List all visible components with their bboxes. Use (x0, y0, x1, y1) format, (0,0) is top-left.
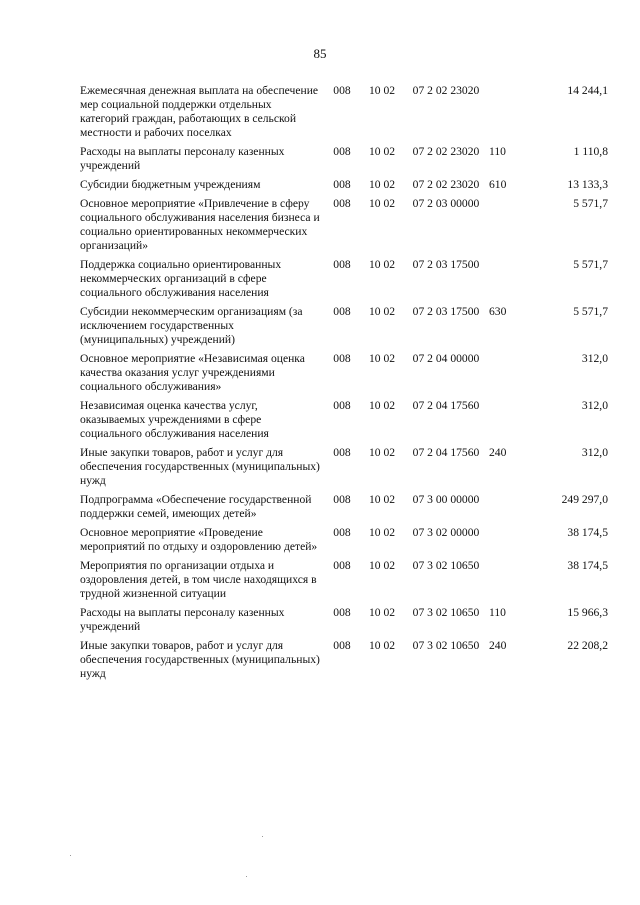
row-name: Субсидии бюджетным учреждениям (80, 178, 261, 191)
row-ministry-code: 008 (333, 305, 351, 318)
row-expense-type (489, 352, 523, 399)
row-amount: 249 297,0 (561, 493, 608, 506)
row-section-code: 10 02 (368, 526, 396, 539)
row-name: Иные закупки товаров, работ и услуг для обеспечения государственных (муниципальных) нужд (80, 446, 320, 487)
row-section-code: 10 02 (368, 258, 396, 271)
row-section-code: 10 02 (368, 606, 396, 619)
row-target-code: 07 3 02 00000 (412, 526, 480, 539)
row-expense-type (489, 526, 523, 559)
budget-table-body (80, 84, 608, 686)
row-expense-type: 110 (489, 145, 506, 158)
row-amount: 14 244,1 (567, 84, 608, 97)
row-section-code: 10 02 (368, 84, 396, 97)
page-number: 85 (313, 46, 327, 61)
row-target-code: 07 2 02 23020 (412, 178, 480, 191)
table-row (80, 197, 608, 258)
row-target-code: 07 2 03 17500 (412, 258, 480, 271)
table-row (80, 399, 608, 446)
row-amount: 38 174,5 (567, 526, 608, 539)
row-ministry-code: 008 (333, 197, 351, 210)
row-expense-type: 110 (489, 606, 506, 619)
row-target-code: 07 2 04 17560 (412, 399, 480, 412)
row-amount: 13 133,3 (567, 178, 608, 191)
row-expense-type: 240 (489, 446, 507, 459)
row-ministry-code: 008 (333, 145, 351, 158)
scan-speck (246, 876, 247, 877)
table-row (80, 526, 608, 559)
row-name: Ежемесячная денежная выплата на обеспечение мер социальной поддержки отдельных категорий граждан, работающих в сельской местности и рабочих поселках (80, 84, 319, 139)
row-name: Расходы на выплаты персоналу казенных учреждений (80, 145, 285, 172)
row-section-code: 10 02 (368, 446, 396, 459)
table-row (80, 84, 608, 145)
row-target-code: 07 3 02 10650 (412, 639, 480, 652)
row-ministry-code: 008 (333, 399, 351, 412)
row-section-code: 10 02 (368, 399, 396, 412)
row-target-code: 07 3 00 00000 (412, 493, 480, 506)
row-amount: 22 208,2 (567, 639, 608, 652)
row-name: Расходы на выплаты персоналу казенных учреждений (80, 606, 285, 633)
table-row (80, 178, 608, 197)
row-section-code: 10 02 (368, 639, 396, 652)
row-name: Независимая оценка качества услуг, оказываемых учреждениями в сфере социального обслуживания населения (80, 399, 269, 440)
row-ministry-code: 008 (333, 446, 351, 459)
row-name: Субсидии некоммерческим организациям (за исключением государственных (муниципальных) учреждений) (80, 305, 303, 346)
row-ministry-code: 008 (333, 352, 351, 365)
row-target-code: 07 2 03 00000 (412, 197, 480, 210)
row-target-code: 07 3 02 10650 (412, 606, 480, 619)
row-ministry-code: 008 (333, 84, 351, 97)
row-name: Подпрограмма «Обеспечение государственной поддержки семей, имеющих детей» (80, 493, 312, 520)
row-target-code: 07 3 02 10650 (412, 559, 480, 572)
row-section-code: 10 02 (368, 559, 396, 572)
row-amount: 5 571,7 (573, 258, 608, 271)
row-expense-type (489, 197, 523, 258)
row-amount: 15 966,3 (567, 606, 608, 619)
row-expense-type: 630 (489, 305, 507, 318)
row-amount: 5 571,7 (573, 197, 608, 210)
budget-table (80, 84, 608, 686)
table-row (80, 606, 608, 639)
row-target-code: 07 2 02 23020 (412, 84, 480, 97)
row-amount: 1 110,8 (573, 145, 608, 158)
row-amount: 38 174,5 (567, 559, 608, 572)
row-ministry-code: 008 (333, 559, 351, 572)
table-row (80, 559, 608, 606)
table-row (80, 305, 608, 352)
row-name: Основное мероприятие «Привлечение в сферу социального обслуживания населения бизнеса и социально ориентированных некоммерческих организаций» (80, 197, 320, 252)
row-section-code: 10 02 (368, 352, 396, 365)
row-ministry-code: 008 (333, 493, 351, 506)
table-row (80, 493, 608, 526)
scan-speck (70, 855, 71, 856)
row-ministry-code: 008 (333, 639, 351, 652)
row-ministry-code: 008 (333, 178, 351, 191)
row-amount: 312,0 (581, 399, 608, 412)
row-section-code: 10 02 (368, 197, 396, 210)
scan-speck (262, 836, 263, 837)
row-name: Основное мероприятие «Проведение мероприятий по отдыху и оздоровлению детей» (80, 526, 318, 553)
table-row (80, 145, 608, 178)
row-section-code: 10 02 (368, 145, 396, 158)
row-ministry-code: 008 (333, 258, 351, 271)
row-target-code: 07 2 02 23020 (412, 145, 480, 158)
row-section-code: 10 02 (368, 305, 396, 318)
row-expense-type (489, 84, 523, 145)
table-row (80, 258, 608, 305)
row-section-code: 10 02 (368, 178, 396, 191)
row-section-code: 10 02 (368, 493, 396, 506)
row-expense-type (489, 399, 523, 446)
row-amount: 5 571,7 (573, 305, 608, 318)
row-amount: 312,0 (581, 446, 608, 459)
row-ministry-code: 008 (333, 526, 351, 539)
row-name: Иные закупки товаров, работ и услуг для обеспечения государственных (муниципальных) нужд (80, 639, 320, 680)
table-row (80, 446, 608, 493)
row-amount: 312,0 (581, 352, 608, 365)
table-row (80, 352, 608, 399)
row-expense-type (489, 559, 523, 606)
row-ministry-code: 008 (333, 606, 351, 619)
row-expense-type (489, 493, 523, 526)
row-name: Поддержка социально ориентированных некоммерческих организаций в сфере социального обслуживания населения (80, 258, 282, 299)
row-name: Мероприятия по организации отдыха и оздоровления детей, в том числе находящихся в трудной жизненной ситуации (80, 559, 317, 600)
row-name: Основное мероприятие «Независимая оценка качества оказания услуг учреждениями социального обслуживания» (80, 352, 305, 393)
row-expense-type (489, 258, 523, 305)
row-target-code: 07 2 04 17560 (412, 446, 480, 459)
row-target-code: 07 2 03 17500 (412, 305, 480, 318)
table-row (80, 639, 608, 686)
row-expense-type: 240 (489, 639, 507, 652)
row-target-code: 07 2 04 00000 (412, 352, 480, 365)
row-expense-type: 610 (489, 178, 507, 191)
